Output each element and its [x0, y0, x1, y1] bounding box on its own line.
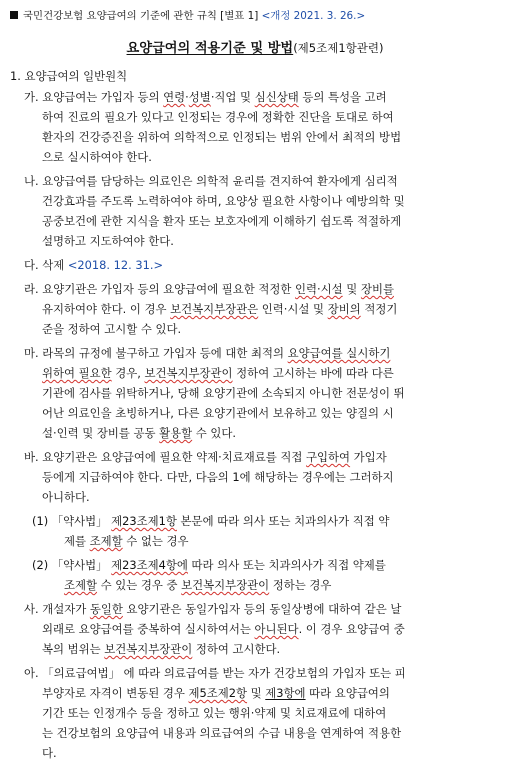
- body-line: 하여 진료의 필요가 있다고 인정되는 경우에 정확한 진단을 토대로 하여: [42, 110, 394, 124]
- body-line: 마. 라목의 규정에 불구하고 가입자 등에 대한 최적의 요양급여를 실시하기: [24, 346, 391, 360]
- body-line: 설·인력 및 장비를 공동 활용할 수 있다.: [42, 426, 237, 440]
- body-line: 어난 의료인을 초빙하거나, 다른 요양기관에서 보유하고 있는 양질의 시: [42, 406, 394, 420]
- body-line: 등에게 지급하여야 한다. 다만, 다음의 1에 해당하는 경우에는 그러하지: [42, 470, 394, 484]
- body-line: 준을 정하여 고시할 수 있다.: [42, 322, 182, 336]
- body-line: 사. 개설자가 동일한 요양기관은 동일가입자 등의 동일상병에 대하여 같은 날: [24, 602, 402, 616]
- marked-term: 장비를: [360, 282, 394, 296]
- body-line: (1) 「약사법」 제23조제1항 본문에 따라 의사 또는 치과의사가 직접 약: [32, 514, 390, 528]
- body-line: (2) 「약사법」 제23조제4항에 따라 의사 또는 치과의사가 직접 약제를: [32, 558, 386, 572]
- body-line: 유지하여야 한다. 이 경우 보건복지부장관은 인력·시설 및 장비의 적정기: [42, 302, 398, 316]
- body-line: 바. 요양기관은 요양급여에 필요한 약제·치료재료를 직접 구입하여 가입자: [24, 450, 387, 464]
- marked-term: 조제할: [64, 578, 98, 592]
- marked-term: <2018. 12. 31.>: [67, 258, 164, 272]
- body-line: 다.: [42, 746, 57, 760]
- body-line: 조제할 수 있는 경우 중 보건복지부장관이 정하는 경우: [64, 578, 332, 592]
- square-bullet-icon: [10, 11, 18, 19]
- marked-term: 제23조제4항에: [111, 558, 188, 572]
- page-title: [0, 37, 510, 56]
- marked-term: 연령: [163, 90, 186, 104]
- body-line: 부양자로 자격이 변동된 경우 제5조제2항 및 제3항에 따라 요양급여의: [42, 686, 390, 700]
- title-sub: (제5조제1항관련): [293, 41, 384, 55]
- title-main: 요양급여의 적용기준 및 방법: [126, 41, 294, 56]
- marked-term: 장비의: [327, 302, 361, 316]
- marked-term: 보건복지부장관이: [104, 642, 193, 656]
- document-header: [10, 7, 365, 22]
- marked-term: 제3항에: [265, 686, 306, 700]
- body-line: 기관에 검사를 위탁하거나, 당해 요양기관에 소속되지 아니한 전문성이 뛰: [42, 386, 405, 400]
- marked-term: 활용할: [159, 426, 193, 440]
- body-line: 환자의 건강증진을 위하여 의학적으로 인정되는 범위 안에서 최적의 방법: [42, 130, 402, 144]
- body-line: 는 건강보험의 요양급여 내용과 의료급여의 수급 내용을 연계하여 적용한: [42, 726, 402, 740]
- marked-term: 제23조제1항: [111, 514, 177, 528]
- body-line: 설명하고 지도하여야 한다.: [42, 234, 174, 248]
- body-line: 기간 또는 인정개수 등을 정하고 있는 행위·약제 및 치료재료에 대하여: [42, 706, 387, 720]
- marked-term: 성별: [188, 90, 211, 104]
- marked-term: 동일한: [89, 602, 123, 616]
- section-heading: 1. 요양급여의 일반원칙: [10, 69, 128, 83]
- body-line: 가. 요양급여는 가입자 등의 연령·성별·직업 및 심신상태 등의 특성을 고려: [24, 90, 387, 104]
- marked-term: 제5조제2항: [188, 686, 248, 700]
- body-line: 아니하다.: [42, 490, 90, 504]
- marked-term: 위하여 필요한: [42, 366, 112, 380]
- marked-term: 구입하여: [306, 450, 351, 464]
- body-line: 나. 요양급여를 담당하는 의료인은 의학적 윤리를 견지하여 환자에게 심리적: [24, 174, 398, 188]
- body-line: 건강효과를 주도록 노력하여야 하며, 요양상 필요한 사항이나 예방의학 및: [42, 194, 405, 208]
- marked-term: 요양급여를 실시하기: [287, 346, 391, 360]
- marked-term: 인력·시설: [295, 282, 343, 296]
- body-line: 아. 「의료급여법」 에 따라 의료급여를 받는 자가 건강보험의 가입자 또는 피: [24, 666, 406, 680]
- body-line: 으로 실시하여야 한다.: [42, 150, 152, 164]
- marked-term: 조제할: [89, 534, 123, 548]
- body-line: 외래로 요양급여를 중복하여 실시하여서는 아니된다. 이 경우 요양급여 중: [42, 622, 405, 636]
- marked-term: 보건복지부장관이: [181, 578, 270, 592]
- marked-term: 심신상태: [254, 90, 299, 104]
- marked-term: 보건복지부장관은: [170, 302, 259, 316]
- body-line: 제를 조제할 수 없는 경우: [64, 534, 189, 548]
- marked-term: 보건복지부장관이: [144, 366, 233, 380]
- body-line: 라. 요양기관은 가입자 등의 요양급여에 필요한 적정한 인력·시설 및 장비를: [24, 282, 394, 296]
- marked-term: 아니된다: [254, 622, 299, 636]
- body-line: 공중보건에 관한 지식을 환자 또는 보호자에게 이해하기 쉽도록 적절하게: [42, 214, 402, 228]
- body-line: 위하여 필요한 경우, 보건복지부장관이 정하여 고시하는 바에 따라 다른: [42, 366, 394, 380]
- header-text: 국민건강보험 요양급여의 기준에 관한 규칙 [별표 1]: [23, 10, 262, 22]
- body-line: 복의 범위는 보건복지부장관이 정하여 고시한다.: [42, 642, 281, 656]
- amendment-note: <개정 2021. 3. 26.>: [261, 10, 366, 22]
- body-line: 다. 삭제 <2018. 12. 31.>: [24, 258, 164, 272]
